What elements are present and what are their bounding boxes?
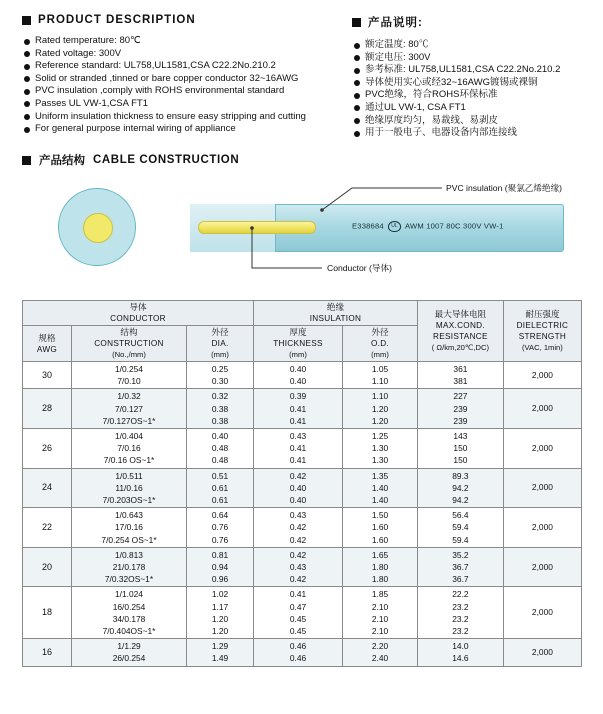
header-size-en: AWG (36, 344, 58, 354)
description-text: Uniform insulation thickness to ensure easy stripping and cutting (35, 110, 306, 122)
header-construction (72, 326, 187, 362)
description-text: 额定电压: 300V (365, 51, 431, 63)
cell-resistance (418, 389, 504, 429)
cell-od-line: 2.20 (371, 641, 389, 652)
list-item (354, 102, 582, 115)
cell-construction-line: 1/0.511 (115, 470, 143, 481)
cell-resistance-line: 56.4 (452, 510, 469, 521)
cell-resistance-line: 23.2 (452, 601, 469, 612)
cable-construction-heading (22, 152, 239, 168)
table-row (23, 362, 582, 389)
round-bullet-icon (354, 131, 360, 137)
round-bullet-icon (354, 93, 360, 99)
cell-dia-line: 1.20 (211, 613, 229, 624)
cell-awg: 16 (23, 639, 72, 666)
cell-construction-line: 1/0.32 (117, 391, 141, 402)
cell-thickness-line: 0.43 (289, 562, 307, 573)
description-text: PVC insulation ,comply with ROHS environmental standard (35, 85, 285, 97)
table-row (23, 468, 582, 508)
round-bullet-icon (24, 89, 30, 95)
ul-listed-icon: UL (388, 221, 401, 232)
cell-thickness-line: 0.41 (289, 455, 307, 466)
header-od-en: O.D. (370, 339, 390, 348)
cell-resistance-line: 14.0 (452, 641, 469, 652)
cell-dia-line: 1.17 (211, 601, 229, 612)
cell-thickness-line: 0.42 (289, 549, 307, 560)
label-pvc-insulation: PVC insulation (聚氯乙烯绝缘) (446, 183, 563, 193)
cell-construction-line: 1/0.813 (115, 549, 143, 560)
list-item (24, 85, 352, 98)
header-thickness (254, 326, 343, 362)
list-item (354, 64, 582, 77)
round-bullet-icon (24, 114, 30, 120)
cell-dia-line: 0.96 (211, 574, 229, 585)
cell-resistance-line: 23.2 (452, 613, 469, 624)
cell-construction (72, 587, 187, 639)
round-bullet-icon (24, 101, 30, 107)
cell-od-line: 1.60 (371, 522, 389, 533)
cable-construction-title-en: CABLE CONSTRUCTION (93, 154, 240, 166)
square-bullet-icon (352, 18, 361, 27)
cell-resistance (418, 468, 504, 508)
cell-od-line: 1.40 (371, 482, 389, 493)
cell-resistance-line: 36.7 (452, 562, 469, 573)
cell-resistance-line: 239 (453, 403, 468, 414)
list-item (24, 35, 352, 48)
cell-resistance-line: 143 (453, 431, 468, 442)
description-text: Passes UL VW-1,CSA FT1 (35, 97, 148, 109)
cell-thickness-line: 0.41 (289, 403, 307, 414)
cell-resistance-line: 94.2 (452, 495, 469, 506)
cell-thickness (254, 547, 343, 587)
header-size-cn: 规格 (38, 332, 56, 343)
cell-od-line: 2.40 (371, 653, 389, 664)
cell-construction (72, 508, 187, 548)
round-bullet-icon (354, 105, 360, 111)
cell-dielectric: 2,000 (503, 429, 581, 469)
cell-thickness (254, 429, 343, 469)
header-resistance-cn: 最大导体电阻 (434, 309, 487, 319)
header-insulation-en: INSULATION (309, 314, 362, 323)
round-bullet-icon (24, 76, 30, 82)
header-thickness-unit: (mm) (289, 350, 307, 359)
header-resistance (418, 301, 504, 362)
cell-construction-line: 21/0.178 (112, 562, 146, 573)
print-file-number: E338684 (352, 221, 384, 231)
cell-resistance (418, 429, 504, 469)
cell-thickness-line: 0.42 (289, 522, 307, 533)
cell-dia-line: 1.02 (211, 589, 229, 600)
cell-dia-line: 0.48 (211, 443, 229, 454)
cell-thickness-line: 0.40 (289, 495, 307, 506)
header-thickness-en: THICKNESS (273, 339, 323, 348)
cell-resistance-line: 150 (453, 443, 468, 454)
cell-od-line: 1.30 (371, 443, 389, 454)
list-item (24, 123, 352, 136)
cell-thickness-line: 0.40 (289, 364, 307, 374)
list-item (354, 127, 582, 140)
table-row (23, 639, 582, 666)
list-item (24, 60, 352, 73)
cell-od-line: 1.65 (371, 549, 389, 560)
cell-od (343, 639, 418, 666)
cell-construction-line: 1/0.643 (115, 510, 143, 521)
header-construction-unit: (No.,/mm) (112, 350, 146, 359)
cell-dielectric: 2,000 (503, 587, 581, 639)
table-header (23, 301, 582, 362)
cell-resistance-line: 239 (453, 415, 468, 426)
cell-dia-line: 0.61 (211, 482, 229, 493)
table-header-group-row (23, 301, 582, 326)
cell-dia-line: 0.40 (211, 431, 229, 442)
cell-od-line: 1.85 (371, 589, 389, 600)
cell-dia-line: 1.29 (211, 641, 229, 652)
cell-construction (72, 639, 187, 666)
cell-resistance-line: 35.2 (452, 549, 469, 560)
cell-resistance-line: 150 (453, 455, 468, 466)
list-item (354, 115, 582, 128)
cell-dia-line: 0.61 (211, 495, 229, 506)
header-construction-en: CONSTRUCTION (94, 339, 164, 348)
cell-dia-line: 0.81 (211, 549, 229, 560)
cell-od-line: 1.35 (371, 470, 389, 481)
cell-od-line: 2.10 (371, 626, 389, 637)
label-conductor: Conductor (导体) (327, 263, 392, 273)
product-description-heading-en (22, 14, 352, 26)
round-bullet-icon (24, 127, 30, 133)
cell-construction-line: 7/0.404OS~1* (102, 626, 156, 637)
cell-awg: 30 (23, 362, 72, 389)
cell-resistance-line: 59.4 (452, 522, 469, 533)
cell-resistance-line: 14.6 (452, 653, 469, 664)
cable-construction-diagram (22, 176, 582, 286)
round-bullet-icon (24, 39, 30, 45)
cell-awg: 26 (23, 429, 72, 469)
cell-construction-line: 16/0.254 (112, 601, 146, 612)
cell-dia-line: 0.38 (211, 415, 229, 426)
cell-awg: 18 (23, 587, 72, 639)
list-item (354, 39, 582, 52)
cell-thickness-line: 0.39 (289, 391, 307, 402)
cell-construction-line: 1/1.024 (115, 589, 143, 600)
cell-resistance (418, 587, 504, 639)
product-description-title-en: PRODUCT DESCRIPTION (38, 14, 196, 26)
cell-construction-line: 17/0.16 (115, 522, 143, 533)
cell-thickness-line: 0.45 (289, 626, 307, 637)
cell-dia-line: 0.51 (211, 470, 229, 481)
cell-dia (187, 429, 254, 469)
cell-dielectric: 2,000 (503, 547, 581, 587)
table-row (23, 547, 582, 587)
table-row (23, 389, 582, 429)
cell-od-line: 1.10 (371, 376, 389, 387)
header-od (343, 326, 418, 362)
description-text: For general purpose internal wiring of appliance (35, 123, 236, 135)
cell-od-line: 1.10 (371, 391, 389, 402)
cell-od-line: 1.40 (371, 495, 389, 506)
round-bullet-icon (354, 118, 360, 124)
cell-thickness-line: 0.40 (289, 376, 307, 387)
list-item (24, 48, 352, 61)
cell-thickness (254, 508, 343, 548)
cell-thickness-line: 0.41 (289, 589, 307, 600)
cell-resistance (418, 362, 504, 389)
cell-od-line: 1.20 (371, 403, 389, 414)
cell-thickness-line: 0.43 (289, 510, 307, 521)
table-row (23, 508, 582, 548)
cell-dielectric: 2,000 (503, 508, 581, 548)
cell-resistance-line: 227 (453, 391, 468, 402)
cell-dia-line: 0.25 (211, 364, 229, 374)
cell-resistance-line: 361 (453, 364, 468, 374)
header-thickness-cn: 厚度 (289, 327, 307, 337)
round-bullet-icon (354, 68, 360, 74)
cell-thickness-line: 0.42 (289, 574, 307, 585)
cell-thickness (254, 587, 343, 639)
cell-construction (72, 429, 187, 469)
cell-od (343, 429, 418, 469)
table-body (23, 362, 582, 667)
cell-od-line: 2.10 (371, 613, 389, 624)
cell-od-line: 1.20 (371, 415, 389, 426)
description-text: 参考标准: UL758,UL1581,CSA C22.2No.210.2 (365, 64, 561, 76)
header-size (23, 326, 72, 362)
description-list-en (24, 35, 352, 136)
cell-dia (187, 508, 254, 548)
cell-thickness-line: 0.47 (289, 601, 307, 612)
header-dia-en: DIA. (211, 339, 229, 348)
cell-od (343, 587, 418, 639)
cell-resistance-line: 89.3 (452, 470, 469, 481)
cell-construction-line: 7/0.127 (115, 403, 143, 414)
cell-resistance-line: 94.2 (452, 482, 469, 493)
cell-od-line: 1.60 (371, 534, 389, 545)
round-bullet-icon (24, 51, 30, 57)
header-construction-cn: 结构 (120, 327, 138, 337)
list-item (354, 52, 582, 65)
description-text: Rated temperature: 80℃ (35, 35, 141, 46)
cell-thickness-line: 0.46 (289, 641, 307, 652)
header-dielectric-cn: 耐压强度 (525, 309, 560, 319)
cell-dia (187, 468, 254, 508)
description-text: PVC绝缘，符合ROHS环保标准 (365, 89, 498, 101)
cell-thickness-line: 0.43 (289, 431, 307, 442)
specification-table (22, 300, 582, 667)
cell-thickness-line: 0.46 (289, 653, 307, 664)
cell-od (343, 547, 418, 587)
description-text: 额定温度: 80℃ (365, 39, 429, 50)
cell-resistance-line: 36.7 (452, 574, 469, 585)
header-od-unit: (mm) (371, 350, 389, 359)
header-od-cn: 外径 (371, 327, 389, 337)
cell-resistance-line: 23.2 (452, 626, 469, 637)
cell-construction-line: 7/0.16 OS~1* (103, 455, 155, 466)
cell-construction (72, 362, 187, 389)
cell-construction (72, 547, 187, 587)
header-resistance-en1: MAX.COND. (435, 321, 485, 330)
product-description-heading-cn (352, 14, 582, 30)
description-text: Reference standard: UL758,UL1581,CSA C22.2No.210.2 (35, 60, 276, 72)
cell-od-line: 1.50 (371, 510, 389, 521)
cell-construction-line: 7/0.203OS~1* (102, 495, 156, 506)
header-dia-unit: (mm) (211, 350, 229, 359)
list-item (24, 73, 352, 86)
cell-dia-line: 0.76 (211, 534, 229, 545)
cell-construction-line: 34/0.178 (112, 613, 146, 624)
header-conductor-group (23, 301, 254, 326)
description-list-cn (354, 39, 582, 140)
header-insulation-cn: 绝缘 (326, 302, 345, 312)
cell-construction-line: 1/1.29 (117, 641, 141, 652)
header-insulation-group (254, 301, 418, 326)
cell-construction-line: 26/0.254 (112, 653, 146, 664)
cell-thickness (254, 639, 343, 666)
product-description-section (22, 14, 582, 140)
cell-dia-line: 0.38 (211, 403, 229, 414)
cell-od-line: 2.10 (371, 601, 389, 612)
cell-awg: 24 (23, 468, 72, 508)
cell-dia-line: 0.30 (211, 376, 229, 387)
cell-thickness-line: 0.40 (289, 482, 307, 493)
table-row (23, 587, 582, 639)
cell-thickness (254, 362, 343, 389)
cell-construction-line: 7/0.127OS~1* (102, 415, 156, 426)
description-english-column (22, 14, 352, 140)
description-text: 绝缘厚度均匀，易裁线、易剥皮 (365, 114, 499, 126)
cell-dia (187, 639, 254, 666)
header-dielectric-unit: (VAC, 1min) (522, 343, 563, 352)
cell-construction-line: 1/0.404 (115, 431, 143, 442)
cell-od (343, 389, 418, 429)
description-chinese-column (352, 14, 582, 140)
cell-dia (187, 547, 254, 587)
cell-dia-line: 1.49 (211, 653, 229, 664)
cell-dia-line: 0.64 (211, 510, 229, 521)
cell-dia (187, 587, 254, 639)
cell-construction-line: 7/0.16 (117, 443, 141, 454)
cell-thickness-line: 0.42 (289, 534, 307, 545)
cell-thickness (254, 389, 343, 429)
description-text: Solid or stranded ,tinned or bare copper conductor 32~16AWG (35, 72, 299, 84)
cell-resistance-line: 59.4 (452, 534, 469, 545)
description-text: 导体使用实心或经32~16AWG镀锡或裸铜 (365, 76, 538, 88)
header-dielectric-en2: STRENGTH (518, 332, 567, 341)
cell-construction-line: 7/0.254 OS~1* (101, 534, 157, 545)
header-dia-cn: 外径 (211, 327, 229, 337)
product-description-title-cn: 产品说明: (368, 17, 423, 29)
header-dielectric (503, 301, 581, 362)
cell-dielectric: 2,000 (503, 468, 581, 508)
cell-dia (187, 389, 254, 429)
list-item (354, 77, 582, 90)
header-resistance-unit: ( Ω/km,20℃,DC) (431, 343, 490, 352)
cell-construction (72, 468, 187, 508)
list-item (24, 111, 352, 124)
cell-dielectric: 2,000 (503, 389, 581, 429)
list-item (354, 89, 582, 102)
cell-od (343, 468, 418, 508)
header-dielectric-en1: DIELECTRIC (516, 321, 569, 330)
cell-od (343, 508, 418, 548)
round-bullet-icon (354, 80, 360, 86)
cell-thickness-line: 0.42 (289, 470, 307, 481)
description-text: 通过UL VW-1, CSA FT1 (365, 101, 466, 113)
cell-dielectric: 2,000 (503, 362, 581, 389)
cell-thickness-line: 0.41 (289, 443, 307, 454)
cell-awg: 22 (23, 508, 72, 548)
cell-od (343, 362, 418, 389)
cell-construction-line: 7/0.10 (117, 376, 141, 387)
header-dia (187, 326, 254, 362)
cell-resistance-line: 22.2 (452, 589, 469, 600)
cell-dia-line: 0.76 (211, 522, 229, 533)
cell-construction (72, 389, 187, 429)
cell-awg: 20 (23, 547, 72, 587)
cell-od-line: 1.80 (371, 574, 389, 585)
round-bullet-icon (354, 43, 360, 49)
header-resistance-en2: RESISTANCE (433, 332, 488, 341)
cell-thickness (254, 468, 343, 508)
cell-dia-line: 0.94 (211, 562, 229, 573)
description-text: Rated voltage: 300V (35, 47, 122, 59)
cell-construction-line: 11/0.16 (115, 482, 143, 493)
cell-od-line: 1.05 (371, 364, 389, 374)
cell-dia-line: 1.20 (211, 626, 229, 637)
print-rating: AWM 1007 80C 300V VW-1 (405, 221, 504, 231)
cell-thickness-line: 0.45 (289, 613, 307, 624)
square-bullet-icon (22, 16, 31, 25)
cell-dielectric: 2,000 (503, 639, 581, 666)
round-bullet-icon (24, 64, 30, 70)
header-conductor-cn: 导体 (129, 302, 147, 312)
round-bullet-icon (354, 55, 360, 61)
cell-construction-line: 7/0.32OS~1* (104, 574, 154, 585)
cell-od-line: 1.80 (371, 562, 389, 573)
cell-awg: 28 (23, 389, 72, 429)
cell-resistance (418, 508, 504, 548)
table-row (23, 429, 582, 469)
cell-resistance (418, 547, 504, 587)
list-item (24, 98, 352, 111)
cell-od-line: 1.25 (371, 431, 389, 442)
cell-thickness-line: 0.41 (289, 415, 307, 426)
cable-construction-title-cn: 产品结构 (39, 155, 85, 167)
cell-dia-line: 0.32 (211, 391, 229, 402)
cell-dia-line: 0.48 (211, 455, 229, 466)
cell-construction-line: 1/0.254 (115, 364, 143, 374)
cell-resistance (418, 639, 504, 666)
description-text: 用于一般电子、电器设备内部连接线 (365, 127, 518, 139)
cell-od-line: 1.30 (371, 455, 389, 466)
cell-dia (187, 362, 254, 389)
cell-resistance-line: 381 (453, 376, 468, 387)
header-conductor-en: CONDUCTOR (110, 314, 166, 323)
square-bullet-icon (22, 156, 31, 165)
